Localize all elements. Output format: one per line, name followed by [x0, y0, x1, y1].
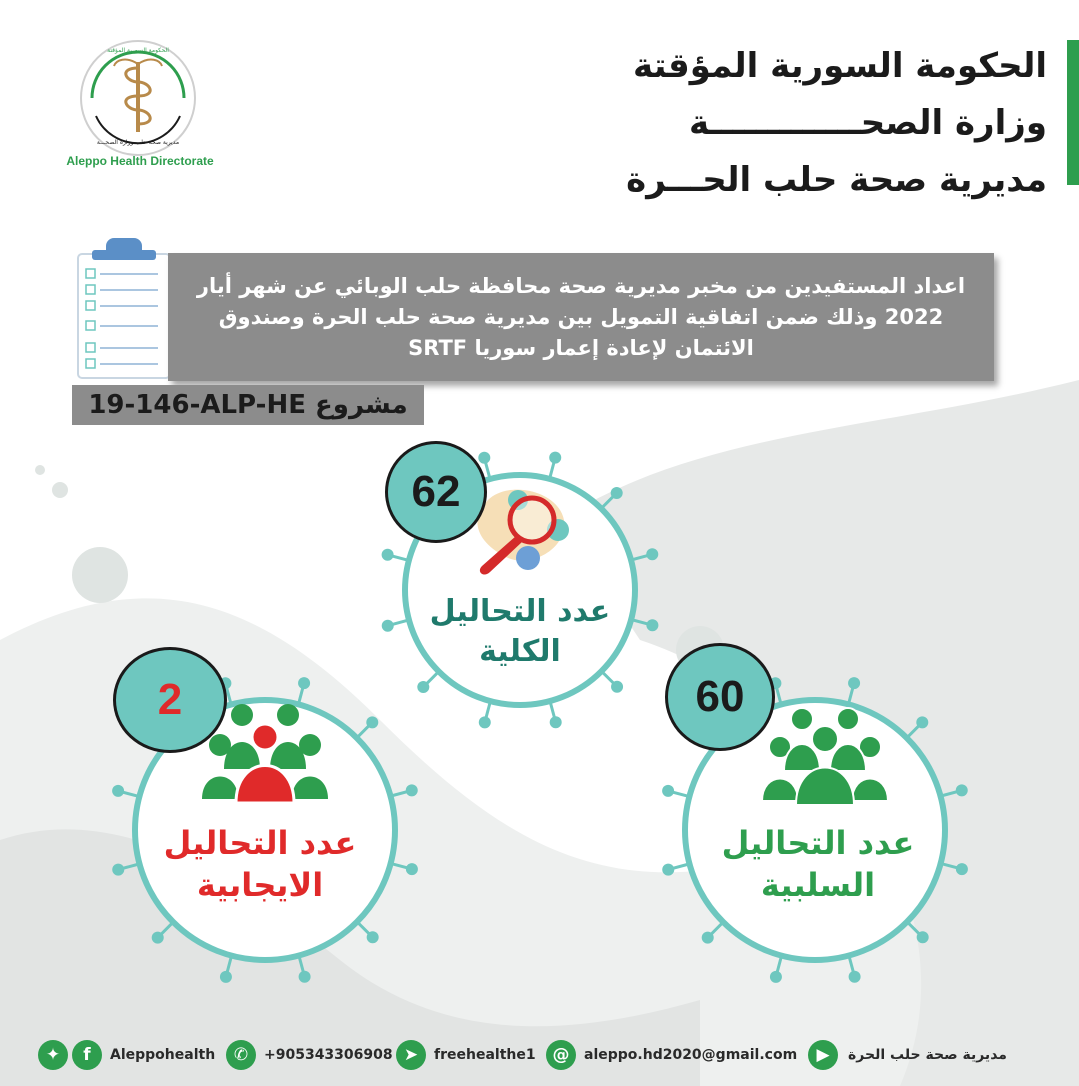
description-text: اعداد المستفيدين من مخبر مديرية صحة محافظة حلب الوبائي عن شهر أيار 2022 وذلك ضمن اتفاقية التمويل بين مديرية صحة حلب الحرة وصندوق الائتمان لإعادة إعمار سوريا SRTF: [196, 274, 966, 360]
negative-tests-label-line1: عدد التحاليل: [721, 824, 915, 862]
positive-tests-label-line1: عدد التحاليل: [163, 824, 357, 862]
positive-ring-dot: [298, 677, 310, 689]
youtube-icon[interactable]: ▶: [808, 1040, 838, 1070]
email-icon[interactable]: @: [546, 1040, 576, 1070]
phone-number[interactable]: +905343306908: [264, 1047, 393, 1063]
logo-bottom-text: مديرية صحة حلب وزارة الصحـــة: [96, 139, 180, 146]
negative-tests-value: 60: [695, 672, 745, 721]
total-ring-dot: [611, 487, 623, 499]
negative-ring-dot: [916, 716, 928, 728]
negative-tests-label-line2: السلبية: [760, 866, 876, 904]
telegram-contact: [396, 1038, 536, 1072]
telegram-handle[interactable]: freehealthe1: [434, 1047, 536, 1063]
negative-ring-dot: [917, 931, 929, 943]
positive-ring-dot: [366, 716, 378, 728]
twitter-icon[interactable]: ✦: [38, 1040, 68, 1070]
negative-ring-dot: [770, 971, 782, 983]
total-ring-dot: [611, 681, 623, 693]
negative-ring-dot: [849, 971, 861, 983]
total-ring-dot: [479, 716, 491, 728]
negative-ring-dot: [702, 932, 714, 944]
positive-tests-badge: [113, 647, 227, 753]
negative-tests-badge: [665, 643, 775, 751]
negative-tests-label: [698, 822, 938, 906]
total-ring-dot: [646, 548, 658, 560]
positive-ring-dot: [299, 971, 311, 983]
negative-ring-dot: [662, 864, 674, 876]
total-tests-label-line2: الكلية: [479, 634, 561, 669]
negative-ring-dot: [848, 677, 860, 689]
youtube-channel[interactable]: مديرية صحة حلب الحرة: [848, 1047, 1007, 1063]
email-contact: [546, 1038, 797, 1072]
telegram-icon[interactable]: ➤: [396, 1040, 426, 1070]
negative-ring-dot: [956, 863, 968, 875]
total-ring-dot: [478, 452, 490, 464]
total-tests-label: [400, 592, 640, 672]
positive-ring-dot: [152, 932, 164, 944]
total-ring-dot: [382, 549, 394, 561]
total-tests-label-line1: عدد التحاليل: [429, 594, 611, 629]
total-tests-badge: [385, 441, 487, 543]
youtube-contact: [808, 1038, 1007, 1072]
logo-caption: Aleppo Health Directorate: [66, 154, 214, 168]
phone-icon[interactable]: ✆: [226, 1040, 256, 1070]
total-tests-value: 62: [411, 467, 461, 516]
negative-ring-dot: [662, 785, 674, 797]
positive-tests-value: 2: [157, 675, 183, 724]
social-handle[interactable]: Aleppohealth: [110, 1047, 216, 1063]
total-ring-dot: [382, 620, 394, 632]
logo-arc-text: الحكومة السورية المؤقتة: [107, 47, 169, 54]
total-ring-dot: [417, 681, 429, 693]
email-address[interactable]: aleppo.hd2020@gmail.com: [584, 1047, 798, 1063]
contact-footer: [38, 1038, 1048, 1072]
ministry-title: وزارة الصحـــــــــــــة: [689, 103, 1047, 143]
facebook-icon[interactable]: f: [72, 1040, 102, 1070]
positive-ring-dot: [220, 971, 232, 983]
positive-ring-dot: [367, 931, 379, 943]
total-ring-dot: [646, 619, 658, 631]
project-code: 19-146-ALP-HE مشروع: [72, 385, 424, 425]
negative-ring-dot: [956, 784, 968, 796]
social-links: [38, 1038, 215, 1072]
positive-ring-dot: [406, 863, 418, 875]
positive-ring-dot: [406, 784, 418, 796]
positive-tests-label-line2: الايجابية: [196, 866, 324, 904]
directorate-title: مديرية صحة حلب الحـــرة: [626, 160, 1047, 200]
positive-tests-label: [140, 822, 380, 906]
positive-ring-dot: [112, 785, 124, 797]
total-ring-dot: [549, 452, 561, 464]
total-ring-dot: [550, 716, 562, 728]
negative-people-icon: [760, 707, 890, 807]
government-title: الحكومة السورية المؤقتة: [633, 46, 1047, 86]
positive-ring-dot: [112, 864, 124, 876]
phone-contact: [226, 1038, 393, 1072]
